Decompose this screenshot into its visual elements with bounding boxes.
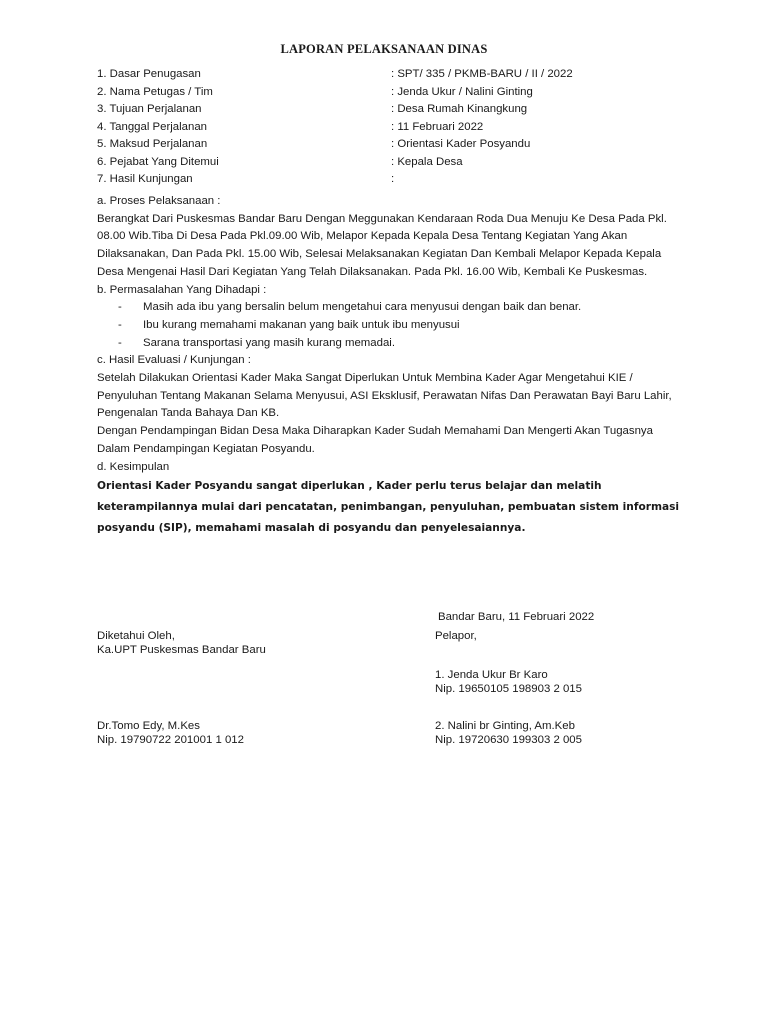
- reporter-2-name: 2. Nalini br Ginting, Am.Keb: [435, 720, 575, 732]
- head-signer-name: Dr.Tomo Edy, M.Kes: [97, 720, 200, 732]
- problem-list-item: [97, 335, 687, 353]
- signature-left-header: [97, 630, 266, 657]
- head-signer-block: [97, 720, 244, 747]
- info-label: 7. Hasil Kunjungan: [97, 173, 193, 185]
- report-body: [97, 193, 687, 539]
- info-row-nama-petugas: [97, 84, 697, 102]
- info-label: 6. Pejabat Yang Ditemui: [97, 155, 219, 168]
- info-table: [97, 66, 697, 189]
- bullet-marker: -: [118, 336, 122, 349]
- document-title: LAPORAN PELAKSANAAN DINAS: [280, 42, 488, 56]
- info-label: 1. Dasar Penugasan: [97, 68, 201, 80]
- section-a-text: Berangkat Dari Puskesmas Bandar Baru Dengan Meggunakan Kendaraan Roda Dua Menuju Ke Desa Pada Pkl. 08.00 Wib.Tiba Di Desa Pada Pkl.09.00 Wib, Melapor Kepada Kepala Desa Tentang Kegiatan Yang Akan Dilaksanakan, Dan Pada Pkl. 15.00 Wib, Selesai Melaksanakan Kegiatan Dan Kembali Melapor Kepada Kepala Desa Mengenai Hasil Dari Kegiatan Yang Telah Dilaksanakan. Pada Pkl. 16.00 Wib, Kembali Ke Puskesmas.: [97, 212, 667, 278]
- info-label: 3. Tujuan Perjalanan: [97, 103, 202, 115]
- section-d-heading: d. Kesimpulan: [97, 460, 170, 473]
- section-a-heading: a. Proses Pelaksanaan :: [97, 195, 221, 207]
- head-signer-nip: Nip. 19790722 201001 1 012: [97, 733, 244, 746]
- bullet-marker: -: [118, 301, 122, 314]
- place-date: Bandar Baru, 11 Februari 2022: [438, 611, 595, 623]
- signer-position: Ka.UPT Puskesmas Bandar Baru: [97, 643, 266, 656]
- reporter-2-block: [435, 720, 582, 747]
- reporter-label: Pelapor,: [435, 630, 477, 642]
- section-c-heading: c. Hasil Evaluasi / Kunjungan :: [97, 354, 251, 367]
- known-by-label: Diketahui Oleh,: [97, 630, 175, 642]
- reporter-1-nip: Nip. 19650105 198903 2 015: [435, 682, 582, 695]
- problem-list-item: [97, 299, 687, 317]
- reporter-1-name: 1. Jenda Ukur Br Karo: [435, 669, 548, 681]
- info-value: : Desa Rumah Kinangkung: [391, 103, 528, 115]
- info-value: : Kepala Desa: [391, 155, 463, 168]
- info-value: : SPT/ 335 / PKMB-BARU / II / 2022: [391, 68, 573, 80]
- bullet-marker: -: [118, 318, 122, 331]
- info-value: : Orientasi Kader Posyandu: [391, 138, 531, 150]
- info-row-dasar-penugasan: [97, 66, 697, 84]
- info-label: 2. Nama Petugas / Tim: [97, 85, 213, 98]
- conclusion-text: Orientasi Kader Posyandu sangat diperlukan , Kader perlu terus belajar dan melatih keterampilannya mulai dari pencatatan, penimbangan, penyuluhan, pembuatan sistem informasi posyandu (SIP), memahami masalah di posyandu dan penyelesaiannya.: [97, 480, 680, 535]
- info-label: 5. Maksud Perjalanan: [97, 138, 208, 150]
- info-row-tanggal-perjalanan: [97, 119, 697, 137]
- info-row-maksud-perjalanan: [97, 136, 697, 154]
- section-c-text: Setelah Dilakukan Orientasi Kader Maka Sangat Diperlukan Untuk Membina Kader Agar Mengetahui KIE / Penyuluhan Tentang Makanan Selama Menyusui, ASI Eksklusif, Perawatan Nifas Dan Perawatan Bayi Baru Lahir, Pengenalan Tanda Bahaya Dan KB.: [97, 372, 672, 420]
- info-row-hasil-kunjungan: [97, 171, 697, 189]
- info-row-tujuan-perjalanan: [97, 101, 697, 119]
- problem-list-item: [97, 317, 687, 335]
- problem-text: Ibu kurang memahami makanan yang baik untuk ibu menyusui: [143, 318, 460, 331]
- section-c-text-2: Dengan Pendampingan Bidan Desa Maka Diharapkan Kader Sudah Memahami Dan Mengerti Akan Tugasnya Dalam Pendampingan Kegiatan Posyandu.: [97, 425, 653, 455]
- info-value: : Jenda Ukur / Nalini Ginting: [391, 85, 533, 98]
- reporter-1-block: [435, 669, 582, 696]
- signature-right-header: [435, 630, 477, 644]
- info-label: 4. Tanggal Perjalanan: [97, 120, 207, 133]
- reporter-2-nip: Nip. 19720630 199303 2 005: [435, 733, 582, 746]
- info-row-pejabat: [97, 154, 697, 172]
- problem-text: Sarana transportasi yang masih kurang memadai.: [143, 336, 395, 349]
- info-value: :: [391, 173, 395, 185]
- info-value: : 11 Februari 2022: [391, 120, 484, 133]
- section-b-heading: b. Permasalahan Yang Dihadapi :: [97, 283, 267, 296]
- problem-text: Masih ada ibu yang bersalin belum mengetahui cara menyusui dengan baik dan benar.: [143, 301, 582, 314]
